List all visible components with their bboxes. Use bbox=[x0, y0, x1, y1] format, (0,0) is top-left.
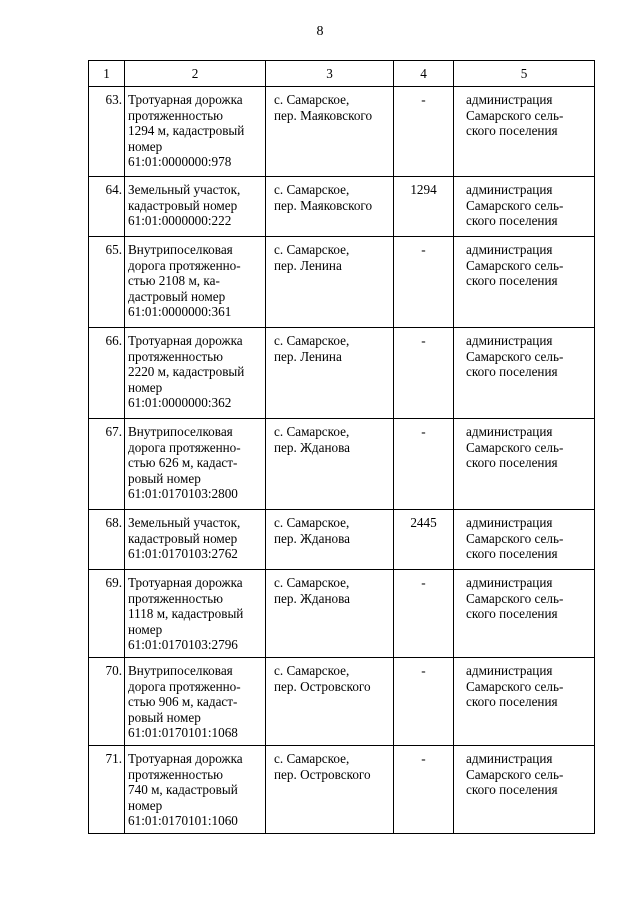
object-address-cell bbox=[266, 237, 394, 328]
table-row bbox=[89, 570, 595, 658]
object-owner: администрация Самарского сель- ского поселения bbox=[466, 424, 564, 471]
object-area: - bbox=[421, 751, 426, 766]
object-description-cell bbox=[125, 570, 266, 658]
object-description-cell bbox=[125, 237, 266, 328]
property-registry-table bbox=[88, 60, 595, 834]
object-area-cell bbox=[394, 658, 454, 746]
object-owner-cell bbox=[454, 237, 595, 328]
row-number: 65. bbox=[105, 242, 122, 257]
object-area: - bbox=[421, 333, 426, 348]
object-description: Тротуарная дорожка протяженностью 1294 м, кадастровый номер 61:01:0000000:978 bbox=[128, 92, 245, 170]
table-row bbox=[89, 237, 595, 328]
object-address: с. Самарское, пер. Маяковского bbox=[274, 182, 373, 213]
column-header: 1 bbox=[89, 61, 125, 87]
column-header: 2 bbox=[125, 61, 266, 87]
row-number: 71. bbox=[105, 751, 122, 766]
object-address-cell bbox=[266, 658, 394, 746]
row-number-cell bbox=[89, 746, 125, 834]
object-area: - bbox=[421, 242, 426, 257]
row-number: 63. bbox=[105, 92, 122, 107]
object-description-cell bbox=[125, 177, 266, 237]
row-number: 68. bbox=[105, 515, 122, 530]
column-header: 4 bbox=[394, 61, 454, 87]
object-address-cell bbox=[266, 87, 394, 177]
object-description-cell bbox=[125, 510, 266, 570]
object-address-cell bbox=[266, 746, 394, 834]
column-header: 5 bbox=[454, 61, 595, 87]
object-owner: администрация Самарского сель- ского поселения bbox=[466, 182, 564, 229]
object-area: - bbox=[421, 424, 426, 439]
object-description: Тротуарная дорожка протяженностью 740 м, кадастровый номер 61:01:0170101:1060 bbox=[128, 751, 243, 829]
object-owner-cell bbox=[454, 746, 595, 834]
object-area: - bbox=[421, 663, 426, 678]
object-description-cell bbox=[125, 87, 266, 177]
object-area-cell bbox=[394, 746, 454, 834]
object-description: Тротуарная дорожка протяженностью 1118 м, кадастровый номер 61:01:0170103:2796 bbox=[128, 575, 244, 653]
object-description: Тротуарная дорожка протяженностью 2220 м, кадастровый номер 61:01:0000000:362 bbox=[128, 333, 245, 411]
object-owner-cell bbox=[454, 328, 595, 419]
table-row bbox=[89, 658, 595, 746]
row-number-cell bbox=[89, 570, 125, 658]
object-owner-cell bbox=[454, 419, 595, 510]
object-area-cell bbox=[394, 177, 454, 237]
object-owner: администрация Самарского сель- ского поселения bbox=[466, 515, 564, 562]
object-area: 1294 bbox=[410, 182, 437, 197]
object-description: Внутрипоселковая дорога протяженно- стью 906 м, кадаст- ровый номер 61:01:0170101:1068 bbox=[128, 663, 241, 741]
object-owner: администрация Самарского сель- ского поселения bbox=[466, 575, 564, 622]
object-area: - bbox=[421, 92, 426, 107]
object-address: с. Самарское, пер. Ленина bbox=[274, 242, 350, 273]
object-owner: администрация Самарского сель- ского поселения bbox=[466, 92, 564, 139]
object-address-cell bbox=[266, 510, 394, 570]
row-number: 64. bbox=[105, 182, 122, 197]
row-number: 70. bbox=[105, 663, 122, 678]
object-address-cell bbox=[266, 419, 394, 510]
row-number: 67. bbox=[105, 424, 122, 439]
row-number-cell bbox=[89, 177, 125, 237]
object-description: Внутрипоселковая дорога протяженно- стью 2108 м, ка- дастровый номер 61:01:0000000:361 bbox=[128, 242, 241, 320]
object-area-cell bbox=[394, 419, 454, 510]
object-owner: администрация Самарского сель- ского поселения bbox=[466, 333, 564, 380]
object-address: с. Самарское, пер. Островского bbox=[274, 663, 371, 694]
table-row bbox=[89, 87, 595, 177]
object-address-cell bbox=[266, 328, 394, 419]
row-number-cell bbox=[89, 237, 125, 328]
object-area-cell bbox=[394, 87, 454, 177]
object-address: с. Самарское, пер. Ленина bbox=[274, 333, 350, 364]
object-address: с. Самарское, пер. Жданова bbox=[274, 424, 351, 455]
row-number-cell bbox=[89, 328, 125, 419]
object-area-cell bbox=[394, 237, 454, 328]
table-row bbox=[89, 177, 595, 237]
row-number-cell bbox=[89, 510, 125, 570]
table-row bbox=[89, 746, 595, 834]
object-description-cell bbox=[125, 419, 266, 510]
row-number-cell bbox=[89, 419, 125, 510]
table-row bbox=[89, 510, 595, 570]
object-description: Внутрипоселковая дорога протяженно- стью 626 м, кадаст- ровый номер 61:01:0170103:2800 bbox=[128, 424, 241, 502]
object-description-cell bbox=[125, 658, 266, 746]
object-owner-cell bbox=[454, 87, 595, 177]
object-description: Земельный участок, кадастровый номер 61:01:0170103:2762 bbox=[128, 515, 241, 562]
row-number: 69. bbox=[105, 575, 122, 590]
object-description: Земельный участок, кадастровый номер 61:01:0000000:222 bbox=[128, 182, 241, 229]
column-header: 3 bbox=[266, 61, 394, 87]
object-area: 2445 bbox=[410, 515, 437, 530]
object-owner-cell bbox=[454, 510, 595, 570]
object-owner: администрация Самарского сель- ского поселения bbox=[466, 242, 564, 289]
object-address: с. Самарское, пер. Жданова bbox=[274, 515, 351, 546]
object-address: с. Самарское, пер. Маяковского bbox=[274, 92, 373, 123]
object-owner-cell bbox=[454, 177, 595, 237]
object-description-cell bbox=[125, 328, 266, 419]
object-address: с. Самарское, пер. Островского bbox=[274, 751, 371, 782]
object-owner: администрация Самарского сель- ского поселения bbox=[466, 663, 564, 710]
page-number: 8 bbox=[316, 24, 324, 39]
table-row bbox=[89, 419, 595, 510]
object-description-cell bbox=[125, 746, 266, 834]
table-header-row bbox=[89, 61, 595, 87]
object-address-cell bbox=[266, 177, 394, 237]
row-number: 66. bbox=[105, 333, 122, 348]
object-address: с. Самарское, пер. Жданова bbox=[274, 575, 351, 606]
object-area-cell bbox=[394, 570, 454, 658]
row-number-cell bbox=[89, 87, 125, 177]
object-owner: администрация Самарского сель- ского поселения bbox=[466, 751, 564, 798]
table-row bbox=[89, 328, 595, 419]
object-address-cell bbox=[266, 570, 394, 658]
object-area-cell bbox=[394, 510, 454, 570]
object-owner-cell bbox=[454, 570, 595, 658]
object-area-cell bbox=[394, 328, 454, 419]
object-owner-cell bbox=[454, 658, 595, 746]
row-number-cell bbox=[89, 658, 125, 746]
object-area: - bbox=[421, 575, 426, 590]
